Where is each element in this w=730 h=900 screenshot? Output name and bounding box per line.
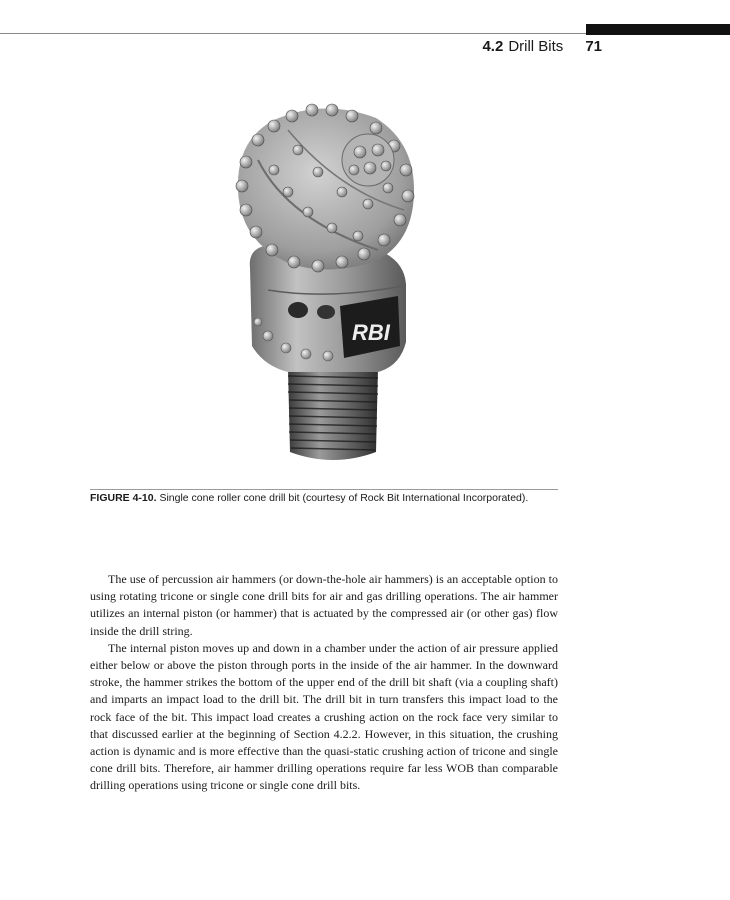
running-head	[482, 38, 602, 55]
section-title: Drill Bits	[508, 38, 564, 55]
section-number: 4.2	[482, 38, 504, 55]
figure-caption-text: Single cone roller cone drill bit (courtesy of Rock Bit International Incorporated).	[159, 492, 529, 504]
figure-label: FIGURE 4-10.	[90, 492, 157, 504]
paragraph: The use of percussion air hammers (or down-the-hole air hammers) is an acceptable option to using rotating tricone or single cone drill bits for air and gas drilling operations. The air hammer utilizes an internal piston (or hammer) that is actuated by the compressed air (or other gas) flow inside the drill string.	[90, 572, 558, 638]
figure-caption	[90, 492, 570, 504]
paragraph: The internal piston moves up and down in a chamber under the action of air pressure applied either below or above the piston through ports in the inside of the air hammer. In the downward stroke, the hammer strikes the bottom of the upper end of the drill bit shaft (via a coupling shaft) and imparts an impact load to the drill bit. The drill bit in turn transfers this impact load to the rock face of the bit. This impact load creates a crushing action on the rock face very similar to that discussed earlier at the beginning of Section 4.2.2. However, in this situation, the crushing action is dynamic and is more effective than the quasi-static crushing action of tricone and single cone drill bits. Therefore, air hammer drilling operations require far less WOB than comparable drilling operations using tricone or single cone drill bits.	[90, 640, 558, 793]
body-text	[90, 571, 558, 795]
drill-bit-illustration	[228, 100, 428, 470]
caption-rule	[90, 489, 558, 490]
rbi-logo: RBI	[352, 320, 390, 345]
page-number: 71	[585, 38, 602, 55]
header-tab-bar	[586, 24, 730, 35]
drill-bit-figure	[228, 100, 428, 470]
